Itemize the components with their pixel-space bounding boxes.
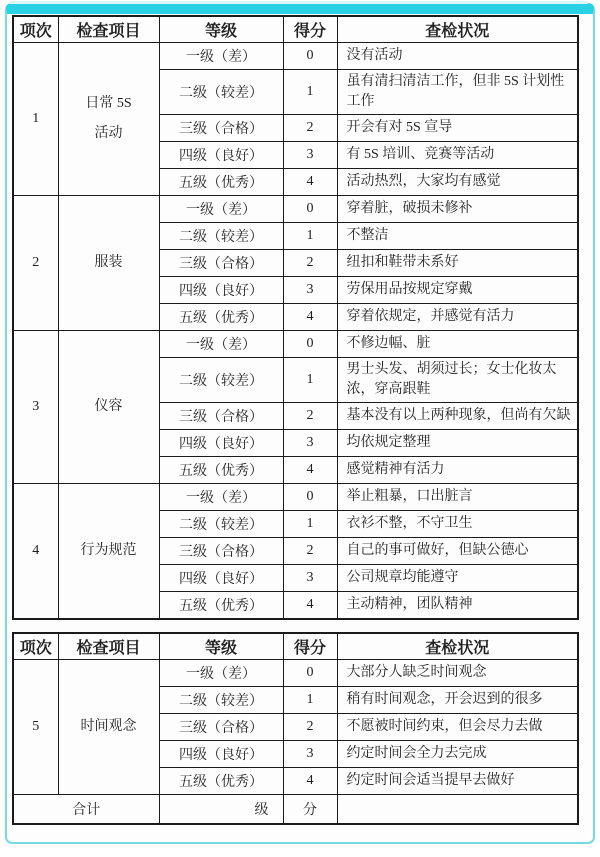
inspection-item: 行为规范 — [58, 484, 159, 620]
grade-label: 二级（较差） — [159, 70, 283, 115]
status-description: 没有活动 — [337, 43, 578, 70]
grade-row — [13, 331, 578, 358]
score-value: 2 — [283, 538, 337, 565]
status-description: 衣衫不整，不守卫生 — [337, 511, 578, 538]
column-header: 等级 — [159, 633, 283, 660]
header-row — [13, 16, 578, 43]
column-header: 得分 — [283, 633, 337, 660]
column-header: 项次 — [13, 633, 58, 660]
grade-label: 二级（较差） — [159, 687, 283, 714]
score-value: 1 — [283, 358, 337, 403]
status-description: 不修边幅、脏 — [337, 331, 578, 358]
grade-label: 一级（差） — [159, 331, 283, 358]
total-status-blank — [337, 795, 578, 825]
grade-label: 四级（良好） — [159, 142, 283, 169]
status-description: 公司规章均能遵守 — [337, 565, 578, 592]
inspection-table-1 — [12, 15, 579, 620]
status-description: 男士头发、胡须过长；女士化妆太浓，穿高跟鞋 — [337, 358, 578, 403]
grade-label: 四级（良好） — [159, 741, 283, 768]
section-number: 3 — [13, 331, 58, 484]
column-header: 检查项目 — [58, 633, 159, 660]
score-value: 0 — [283, 660, 337, 687]
table-gap — [12, 620, 579, 632]
score-value: 4 — [283, 768, 337, 795]
grade-label: 一级（差） — [159, 484, 283, 511]
total-row — [13, 795, 578, 825]
grade-label: 五级（优秀） — [159, 768, 283, 795]
grade-label: 五级（优秀） — [159, 169, 283, 196]
section-number: 1 — [13, 43, 58, 196]
section-number: 2 — [13, 196, 58, 331]
status-description: 大部分人缺乏时间观念 — [337, 660, 578, 687]
status-description: 虽有清扫清洁工作，但非 5S 计划性工作 — [337, 70, 578, 115]
total-grade-suffix: 级 — [159, 795, 283, 825]
grade-label: 三级（合格） — [159, 250, 283, 277]
status-description: 活动热烈，大家均有感觉 — [337, 169, 578, 196]
score-value: 0 — [283, 331, 337, 358]
score-value: 4 — [283, 457, 337, 484]
score-value: 2 — [283, 403, 337, 430]
grade-label: 一级（差） — [159, 660, 283, 687]
section-number: 5 — [13, 660, 58, 795]
score-value: 2 — [283, 714, 337, 741]
grade-label: 四级（良好） — [159, 430, 283, 457]
grade-label: 二级（较差） — [159, 511, 283, 538]
score-value: 1 — [283, 687, 337, 714]
section-number: 4 — [13, 484, 58, 620]
column-header: 等级 — [159, 16, 283, 43]
grade-label: 五级（优秀） — [159, 592, 283, 620]
status-description: 有 5S 培训、竞赛等活动 — [337, 142, 578, 169]
grade-label: 三级（合格） — [159, 538, 283, 565]
score-value: 3 — [283, 277, 337, 304]
score-value: 0 — [283, 43, 337, 70]
column-header: 查检状况 — [337, 633, 578, 660]
status-description: 主动精神，团队精神 — [337, 592, 578, 620]
status-description: 不愿被时间约束，但会尽力去做 — [337, 714, 578, 741]
status-description: 约定时间会全力去完成 — [337, 741, 578, 768]
status-description: 穿着依规定，并感觉有活力 — [337, 304, 578, 331]
status-description: 穿着脏，破损未修补 — [337, 196, 578, 223]
column-header: 得分 — [283, 16, 337, 43]
score-value: 4 — [283, 169, 337, 196]
score-value: 4 — [283, 304, 337, 331]
column-header: 检查项目 — [58, 16, 159, 43]
status-description: 自己的事可做好，但缺公德心 — [337, 538, 578, 565]
grade-label: 四级（良好） — [159, 277, 283, 304]
grade-label: 四级（良好） — [159, 565, 283, 592]
score-value: 1 — [283, 511, 337, 538]
grade-row — [13, 660, 578, 687]
inspection-item: 服装 — [58, 196, 159, 331]
status-description: 均依规定整理 — [337, 430, 578, 457]
checklist-document — [12, 15, 579, 825]
status-description: 举止粗暴，口出脏言 — [337, 484, 578, 511]
inspection-item: 仪容 — [58, 331, 159, 484]
status-description: 不整洁 — [337, 223, 578, 250]
status-description: 纽扣和鞋带未系好 — [337, 250, 578, 277]
column-header: 项次 — [13, 16, 58, 43]
total-score-suffix: 分 — [283, 795, 337, 825]
grade-label: 三级（合格） — [159, 403, 283, 430]
grade-label: 二级（较差） — [159, 358, 283, 403]
score-value: 3 — [283, 142, 337, 169]
score-value: 3 — [283, 741, 337, 768]
frame-top-highlight — [10, 1, 588, 4]
grade-label: 五级（优秀） — [159, 304, 283, 331]
status-description: 感觉精神有活力 — [337, 457, 578, 484]
header-row — [13, 633, 578, 660]
score-value: 0 — [283, 484, 337, 511]
inspection-item: 时间观念 — [58, 660, 159, 795]
grade-label: 二级（较差） — [159, 223, 283, 250]
total-label: 合计 — [13, 795, 159, 825]
score-value: 0 — [283, 196, 337, 223]
status-description: 开会有对 5S 宣导 — [337, 115, 578, 142]
grade-row — [13, 484, 578, 511]
score-value: 3 — [283, 565, 337, 592]
score-value: 4 — [283, 592, 337, 620]
grade-label: 一级（差） — [159, 196, 283, 223]
status-description: 基本没有以上两种现象，但尚有欠缺 — [337, 403, 578, 430]
grade-row — [13, 196, 578, 223]
grade-label: 三级（合格） — [159, 714, 283, 741]
score-value: 2 — [283, 115, 337, 142]
inspection-item: 日常 5S 活动 — [58, 43, 159, 196]
score-value: 1 — [283, 223, 337, 250]
score-value: 1 — [283, 70, 337, 115]
score-value: 2 — [283, 250, 337, 277]
status-description: 约定时间会适当提早去做好 — [337, 768, 578, 795]
status-description: 稍有时间观念，开会迟到的很多 — [337, 687, 578, 714]
status-description: 劳保用品按规定穿戴 — [337, 277, 578, 304]
inspection-table-2 — [12, 632, 579, 825]
grade-row — [13, 43, 578, 70]
grade-label: 一级（差） — [159, 43, 283, 70]
grade-label: 五级（优秀） — [159, 457, 283, 484]
column-header: 查检状况 — [337, 16, 578, 43]
score-value: 3 — [283, 430, 337, 457]
grade-label: 三级（合格） — [159, 115, 283, 142]
